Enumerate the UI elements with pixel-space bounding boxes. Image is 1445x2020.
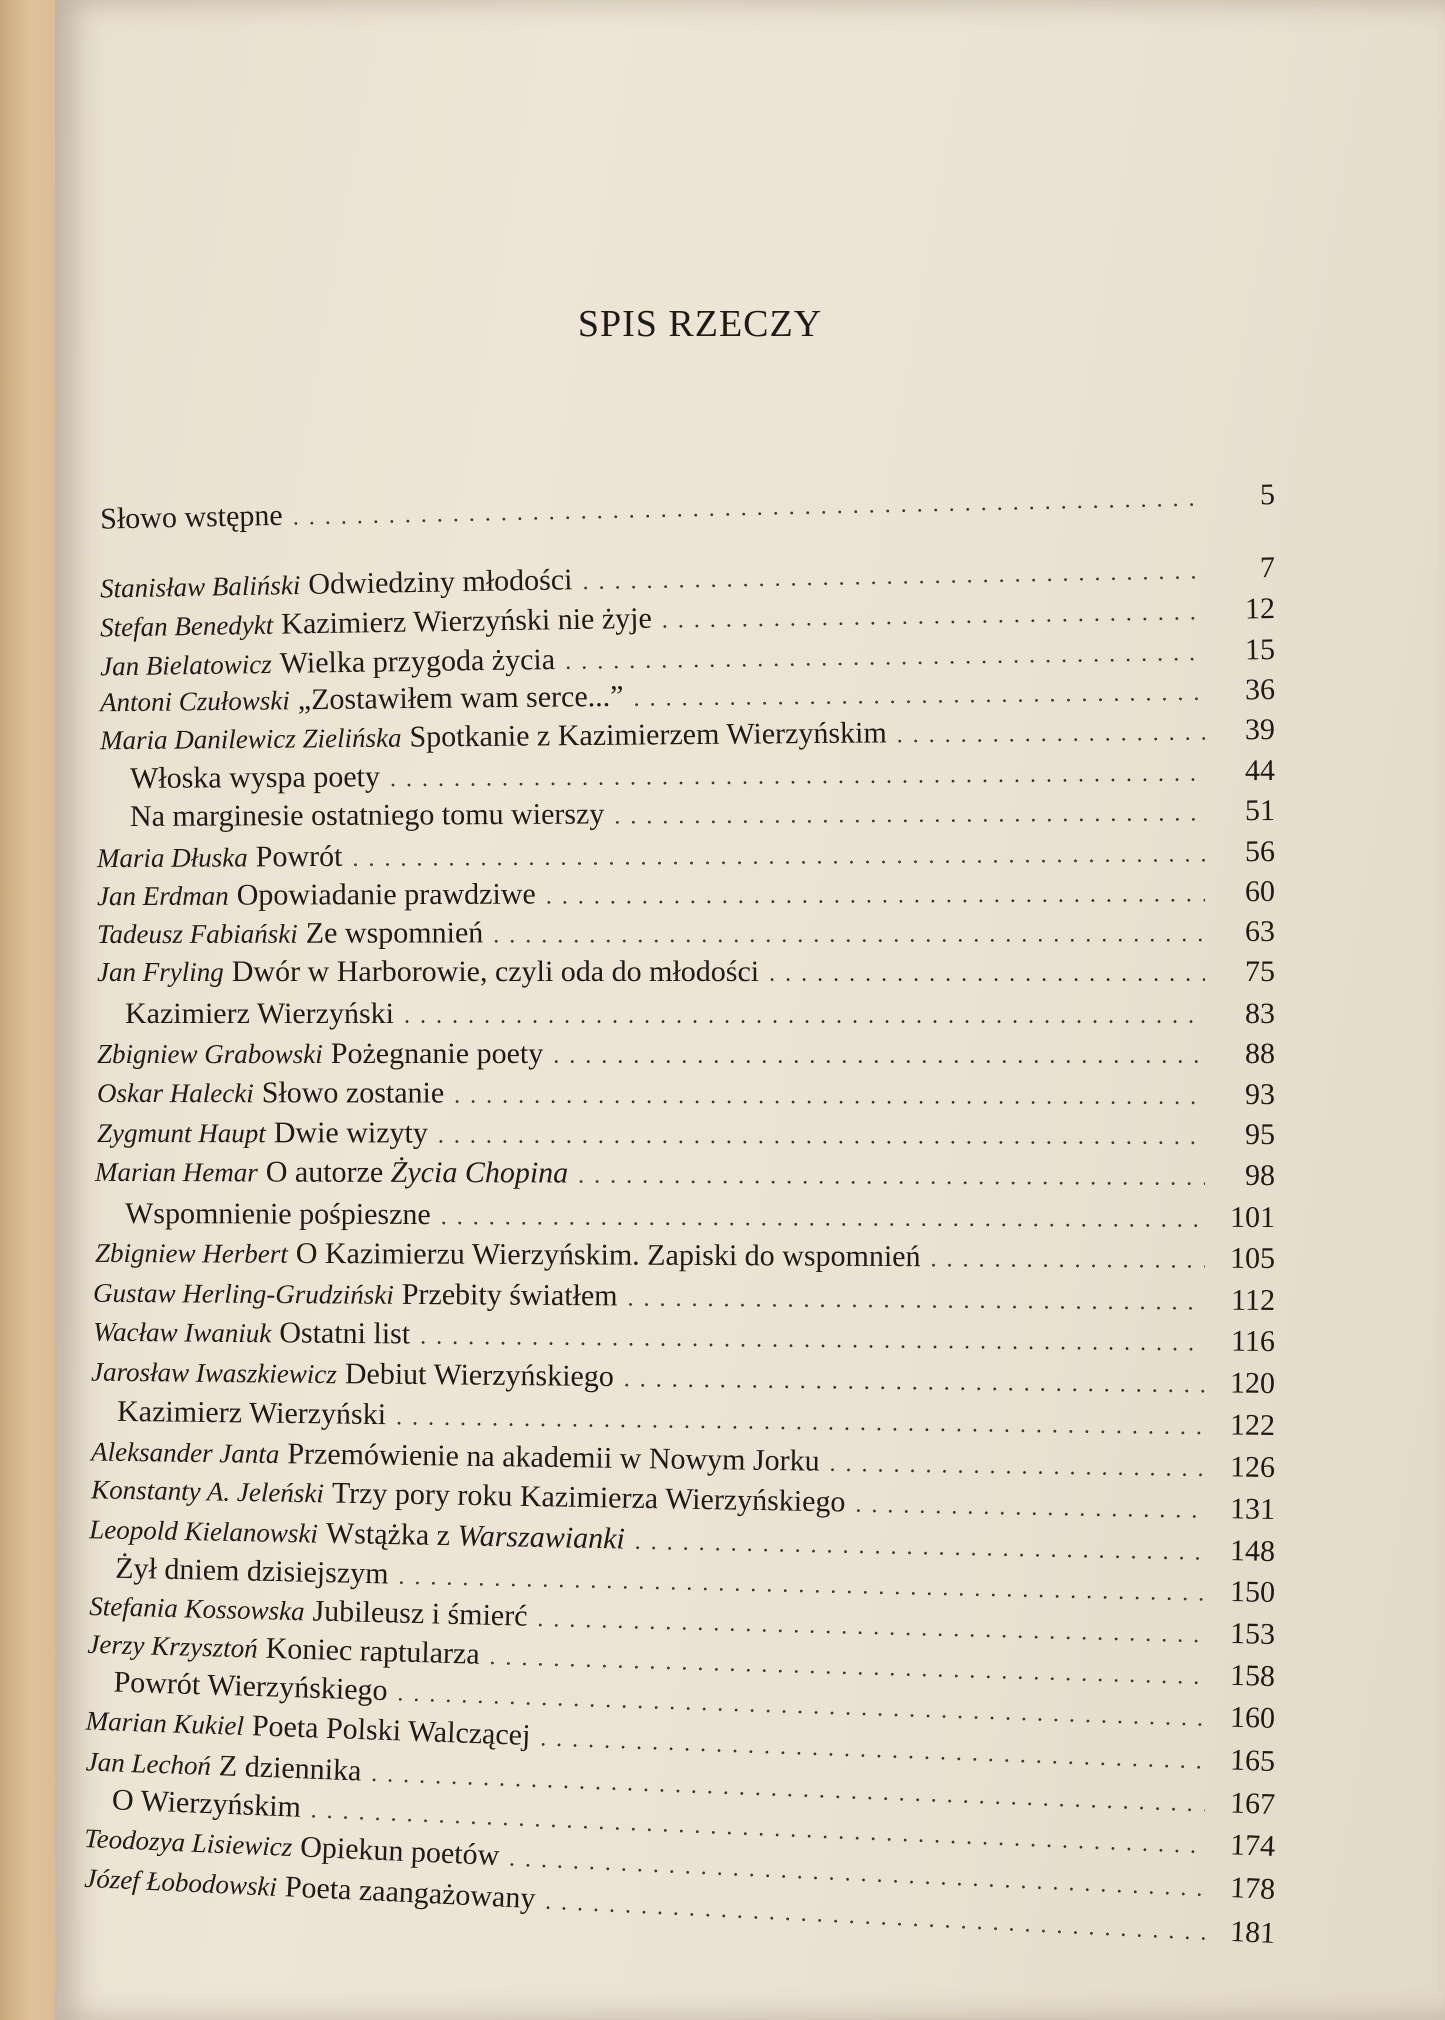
dot-leader bbox=[634, 1529, 1205, 1567]
entry-author: Oskar Halecki bbox=[96, 1077, 254, 1109]
entry-title: Słowo zostanie bbox=[261, 1076, 445, 1110]
entry-title: Debiut Wierzyńskiego bbox=[344, 1357, 615, 1394]
entry-page-number: 116 bbox=[1230, 1324, 1276, 1358]
entry-title: Dwór w Harborowie, czyli oda do młodości bbox=[231, 955, 760, 988]
entry-title: Wielka przygoda życia bbox=[279, 643, 556, 680]
toc-entry bbox=[130, 754, 1275, 800]
entry-author: Jan Lechoń bbox=[85, 1746, 212, 1781]
toc-entry bbox=[97, 915, 1275, 955]
entry-author: Gustaw Herling-Grudziński bbox=[92, 1277, 394, 1310]
entry-page-number: 63 bbox=[1244, 915, 1276, 949]
entry-page-number: 131 bbox=[1229, 1492, 1276, 1526]
entry-title: Jubileusz i śmierć bbox=[312, 1594, 528, 1633]
dot-leader bbox=[493, 921, 1205, 949]
toc-entry bbox=[97, 955, 1275, 993]
entry-page-number: 44 bbox=[1244, 754, 1276, 788]
entry-title: Opiekun poetów bbox=[299, 1830, 500, 1873]
entry-title: Spotkanie z Kazimierzem Wierzyńskim bbox=[409, 716, 887, 754]
entry-author: Józef Łobodowski bbox=[83, 1862, 278, 1902]
entry-page-number: 95 bbox=[1244, 1117, 1276, 1151]
page-title: SPIS RZECZY bbox=[577, 303, 823, 345]
entry-author: Maria Dłuska bbox=[96, 842, 248, 874]
toc-entry bbox=[95, 1236, 1275, 1280]
entry-page-number: 126 bbox=[1229, 1450, 1276, 1484]
entry-title: Na marginesie ostatniego tomu wierszy bbox=[129, 797, 605, 833]
entry-author: Wacław Iwaniuk bbox=[92, 1316, 272, 1349]
entry-page-number: 153 bbox=[1229, 1616, 1276, 1651]
toc-entry bbox=[97, 1076, 1275, 1116]
entry-page-number: 158 bbox=[1229, 1658, 1276, 1693]
entry-title: O Kazimierzu Wierzyńskim. Zapiski do wspomnień bbox=[295, 1236, 921, 1274]
dot-leader bbox=[614, 800, 1205, 830]
entry-author: Zygmunt Haupt bbox=[96, 1117, 266, 1149]
dot-leader bbox=[829, 1451, 1205, 1483]
book-page bbox=[55, 0, 1445, 2020]
toc-entry bbox=[97, 1116, 1275, 1156]
entry-title: Włoska wyspa poety bbox=[129, 760, 381, 795]
dot-leader bbox=[582, 558, 1205, 596]
entry-page-number: 98 bbox=[1244, 1158, 1276, 1192]
entry-title: Trzy pory roku Kazimierza Wierzyńskiego bbox=[331, 1476, 846, 1519]
entry-author: Zbigniew Herbert bbox=[94, 1237, 288, 1269]
entry-title: „Zostawiłem wam serce...” bbox=[297, 679, 624, 717]
entry-title: Kazimierz Wierzyński nie żyje bbox=[280, 601, 653, 641]
entry-author: Aleksander Janta bbox=[90, 1436, 280, 1470]
entry-page-number: 60 bbox=[1244, 875, 1276, 909]
entry-author: Leopold Kielanowski bbox=[88, 1514, 319, 1549]
entry-title: Przebity światłem bbox=[401, 1277, 618, 1313]
dot-leader bbox=[404, 1003, 1205, 1030]
entry-title: Koniec raptularza bbox=[265, 1631, 481, 1671]
dot-leader bbox=[390, 760, 1205, 793]
entry-title-italic: Życia Chopina bbox=[390, 1155, 569, 1190]
entry-page-number: 93 bbox=[1244, 1077, 1276, 1111]
dot-leader bbox=[662, 599, 1206, 635]
entry-author: Maria Danilewicz Zielińska bbox=[99, 722, 402, 756]
dot-leader bbox=[769, 961, 1205, 988]
entry-page-number: 12 bbox=[1244, 592, 1276, 626]
entry-title: Wspomnienie pośpieszne bbox=[124, 1196, 431, 1232]
entry-page-number: 181 bbox=[1229, 1914, 1276, 1950]
dot-leader bbox=[553, 1043, 1205, 1070]
entry-page-number: 15 bbox=[1244, 633, 1276, 667]
dot-leader bbox=[897, 720, 1205, 750]
entry-title-text: O autorze bbox=[265, 1155, 391, 1189]
dot-leader bbox=[578, 1163, 1205, 1192]
dot-leader bbox=[930, 1246, 1205, 1274]
entry-title: Ostatni list bbox=[279, 1316, 411, 1351]
entry-title: Słowo wstępne bbox=[99, 498, 284, 536]
entry-title: Z dziennika bbox=[218, 1749, 362, 1788]
dot-leader bbox=[441, 1204, 1205, 1234]
entry-page-number: 101 bbox=[1229, 1200, 1276, 1234]
dot-leader bbox=[624, 1366, 1205, 1399]
entry-title: Ze wspomnień bbox=[305, 916, 484, 950]
entry-page-number: 160 bbox=[1229, 1700, 1276, 1735]
entry-title: Opowiadanie prawdziwe bbox=[236, 877, 536, 912]
dot-leader bbox=[627, 1285, 1205, 1316]
dot-leader bbox=[352, 841, 1205, 872]
entry-author: Marian Hemar bbox=[94, 1156, 258, 1188]
entry-page-number: 105 bbox=[1229, 1241, 1276, 1275]
toc-entry bbox=[125, 997, 1275, 1035]
entry-title bbox=[326, 1517, 625, 1557]
entry-title: Żył dniem dzisiejszym bbox=[114, 1551, 389, 1591]
entry-author: Jarosław Iwaszkiewicz bbox=[90, 1356, 337, 1390]
entry-page-number: 174 bbox=[1229, 1828, 1276, 1863]
entry-author: Konstanty A. Jeleński bbox=[90, 1474, 325, 1509]
entry-author: Marian Kukiel bbox=[85, 1705, 245, 1741]
book-spine bbox=[0, 0, 60, 2020]
entry-title: Poeta zaangażowany bbox=[284, 1870, 537, 1916]
entry-page-number: 150 bbox=[1229, 1575, 1276, 1609]
entry-title: Przemówienie na akademii w Nowym Jorku bbox=[287, 1437, 820, 1478]
entry-page-number: 36 bbox=[1244, 673, 1276, 707]
toc-entry bbox=[97, 835, 1275, 879]
entry-author: Teodozya Lisiewicz bbox=[83, 1823, 293, 1863]
entry-title: Powrót Wierzyńskiego bbox=[113, 1665, 389, 1708]
dot-leader bbox=[855, 1492, 1205, 1525]
entry-page-number: 178 bbox=[1229, 1871, 1276, 1906]
entry-author: Zbigniew Grabowski bbox=[97, 1039, 323, 1069]
entry-page-number: 148 bbox=[1229, 1534, 1276, 1568]
dot-leader bbox=[565, 640, 1205, 676]
entry-author: Jan Bielatowicz bbox=[99, 649, 272, 682]
entry-author: Stefania Kossowska bbox=[89, 1591, 305, 1627]
entry-title: Odwiedziny młodości bbox=[308, 563, 573, 601]
entry-author: Tadeusz Fabiański bbox=[96, 918, 298, 950]
dot-leader bbox=[633, 680, 1205, 713]
toc-entry bbox=[97, 875, 1275, 917]
entry-page-number: 56 bbox=[1244, 835, 1276, 869]
entry-page-number: 39 bbox=[1244, 713, 1276, 747]
entry-title: Poeta Polski Walczącej bbox=[251, 1709, 531, 1752]
toc-entry bbox=[130, 794, 1275, 838]
entry-title bbox=[266, 1155, 569, 1190]
table-of-contents bbox=[55, 0, 1445, 2020]
entry-title: Kazimierz Wierzyński bbox=[116, 1394, 387, 1432]
toc-entry bbox=[95, 1155, 1275, 1197]
entry-page-number: 112 bbox=[1231, 1283, 1276, 1317]
entry-page-number: 122 bbox=[1229, 1408, 1276, 1442]
entry-page-number: 51 bbox=[1244, 794, 1276, 828]
dot-leader bbox=[396, 1404, 1205, 1441]
dot-leader bbox=[420, 1324, 1205, 1358]
entry-page-number: 167 bbox=[1229, 1786, 1276, 1821]
entry-page-number: 5 bbox=[1259, 478, 1276, 512]
entry-page-number: 165 bbox=[1229, 1743, 1276, 1778]
dot-leader bbox=[454, 1083, 1205, 1111]
toc-entry bbox=[100, 478, 1276, 541]
entry-title: Powrót bbox=[255, 839, 343, 874]
entry-title-text: Wstążka z bbox=[325, 1516, 458, 1553]
entry-page-number: 75 bbox=[1245, 955, 1275, 988]
dot-leader bbox=[438, 1123, 1205, 1151]
entry-author: Jerzy Krzysztoń bbox=[87, 1628, 259, 1664]
entry-page-number: 83 bbox=[1245, 997, 1275, 1030]
entry-author: Jan Fryling bbox=[97, 957, 224, 987]
entry-title: Dwie wizyty bbox=[273, 1116, 428, 1150]
entry-author: Antoni Czułowski bbox=[99, 685, 290, 718]
entry-page-number: 120 bbox=[1229, 1366, 1276, 1400]
entry-author: Stefan Benedykt bbox=[99, 609, 274, 643]
toc-entry bbox=[125, 1197, 1275, 1239]
entry-title: Kazimierz Wierzyński bbox=[125, 997, 394, 1030]
toc-entry bbox=[93, 1276, 1275, 1322]
entry-title-italic: Warszawianki bbox=[457, 1519, 626, 1556]
toc-entry bbox=[97, 1037, 1275, 1075]
entry-page-number: 7 bbox=[1259, 551, 1276, 585]
dot-leader bbox=[546, 881, 1205, 910]
entry-page-number: 88 bbox=[1245, 1037, 1275, 1070]
entry-title: O Wierzyńskim bbox=[111, 1783, 302, 1824]
entry-title: Pożegnanie poety bbox=[330, 1037, 544, 1070]
entry-author: Stanisław Baliński bbox=[99, 570, 301, 604]
entry-author: Jan Erdman bbox=[96, 880, 229, 912]
dot-leader bbox=[292, 485, 1205, 531]
